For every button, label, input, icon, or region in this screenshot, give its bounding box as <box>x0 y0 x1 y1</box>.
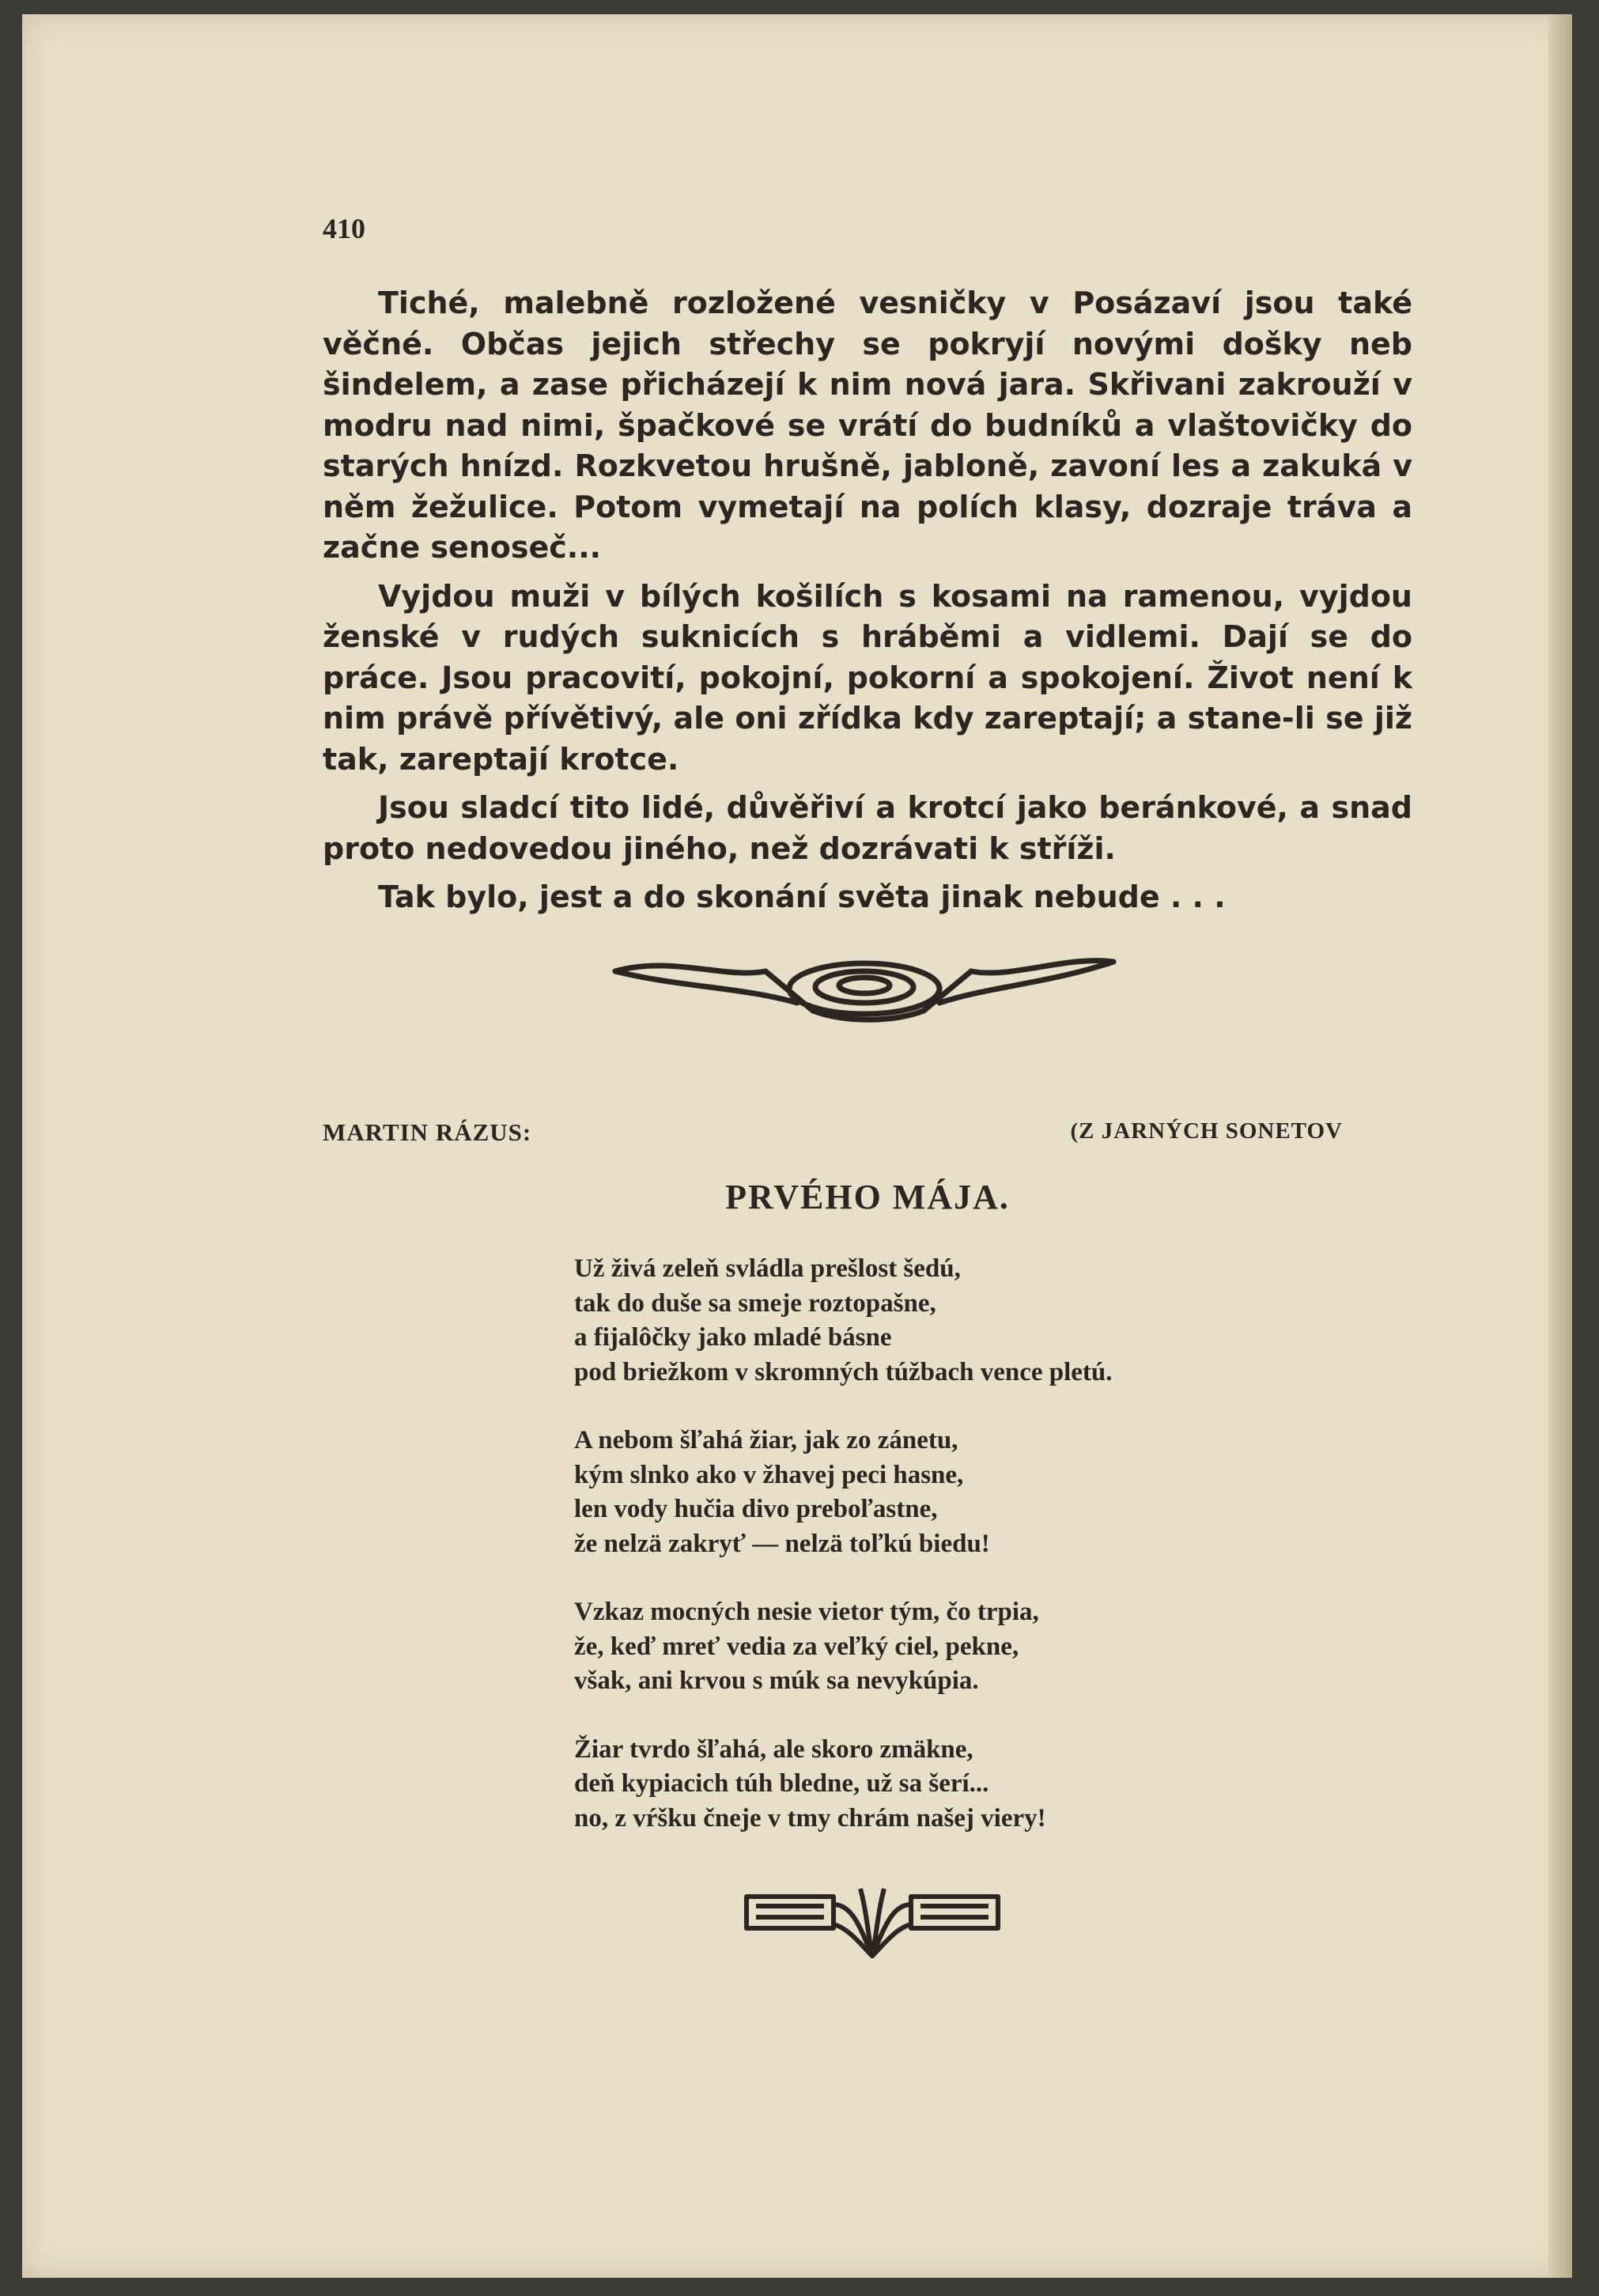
poem-author: MARTIN RÁZUS: <box>323 1118 532 1146</box>
page-number: 410 <box>323 213 365 244</box>
prose-paragraph: Jsou sladcí tito lidé, důvěřiví a krotcí jako beránkové, a snad proto nedovedou jiného, než dozrávati k stříži. <box>323 790 1412 866</box>
poem-line: tak do duše sa smeje roztopašne, <box>574 1288 936 1318</box>
prose-paragraph: Tiché, malebně rozložené vesničky v Posázaví jsou také věčné. Občas jejich střechy se pokryjí novými došky neb šindelem, a zase přicházejí k nim nová jara. Skřivani zakrouží v modru nad nimi, špačkové se vrátí do budníků a vlaštovičky do starých hnízd. Rozkvetou hrušně, jabloně, zavoní les a zakuká v něm žežulice. Potom vymetají na polích klasy, dozraje tráva a začne senoseč... <box>323 286 1412 565</box>
poem-title: PRVÉHO MÁJA. <box>725 1178 1010 1216</box>
poem-line: Vzkaz mocných nesie vietor tým, čo trpia, <box>574 1598 1039 1626</box>
book-page <box>22 14 1572 2278</box>
poem-line: a fijalôčky jako mladé básne <box>574 1323 892 1352</box>
ornament-divider-top <box>607 940 1121 1027</box>
poem-collection: (Z JARNÝCH SONETOV <box>1070 1118 1343 1144</box>
prose-text <box>323 283 1412 926</box>
poem-line: že nelzä zakryť — nelzä toľkú biedu! <box>574 1529 990 1558</box>
poem-line: deň kypiacich túh bledne, už sa šerí... <box>574 1769 989 1798</box>
poem-line: kým slnko ako v žhavej peci hasne, <box>574 1460 964 1489</box>
ornament-divider-bottom <box>742 1881 1003 1968</box>
poem-line: no, z vŕšku čneje v tmy chrám našej viery! <box>574 1803 1046 1833</box>
poem-line: však, ani krvou s múk sa nevykúpia. <box>574 1666 979 1695</box>
prose-paragraph: Vyjdou muži v bílých košilích s kosami na ramenou, vyjdou ženské v rudých suknicích s hráběmi a vidlemi. Dají se do práce. Jsou pracovití, pokojní, pokorní a spokojení. Život není k nim právě přívětivý, ale oni zřídka kdy zareptají; a stane-li se již tak, zareptají krotce. <box>323 578 1412 777</box>
poem-stanza <box>574 1252 1286 1390</box>
poem-line: len vody hučia divo preboľastne, <box>574 1495 938 1523</box>
page-edge <box>1548 14 1572 2278</box>
poem-line: A nebom šľahá žiar, jak zo zánetu, <box>574 1426 958 1454</box>
poem-stanza <box>574 1424 1286 1561</box>
poem-stanza <box>574 1595 1286 1699</box>
poem-stanza <box>574 1733 1286 1836</box>
poem-line: Už živá zeleň svládla prešlost šedú, <box>574 1254 961 1283</box>
poem-line: pod briežkom v skromných túžbach vence pletú. <box>574 1357 1113 1386</box>
prose-paragraph: Tak bylo, jest a do skonání světa jinak nebude . . . <box>378 879 1226 914</box>
poem-body <box>574 1252 1286 1870</box>
poem-line: Žiar tvrdo šľahá, ale skoro zmäkne, <box>574 1734 973 1764</box>
poem-line: že, keď mreť vedia za veľký ciel, pekne, <box>574 1632 1019 1661</box>
